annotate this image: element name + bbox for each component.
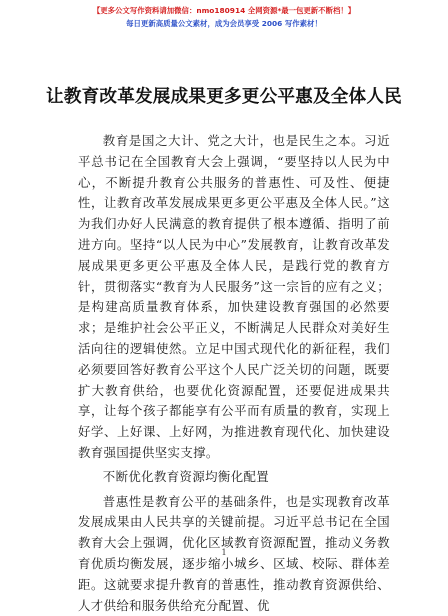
document-title: 让教育改革发展成果更多更公平惠及全体人民 [46, 87, 402, 107]
body-paragraph: 教育是国之大计、党之大计，也是民生之本。习近平总书记在全国教育大会上强调，“要坚持以人民为中心，不断提升教育公共服务的普惠性、可及性、便捷性，让教育改革发展成果更多更公平惠及全体人民。”这为我们办好人民满意的教育提供了根本遵循、指明了前进方向。坚持“以人民为中心”发展教育，让教育改革发展成果更多更公平惠及全体人民，是践行党的教育方针，贯彻落实“教育为人民服务”这一宗旨的应有之义；是构建高质量教育体系，加快建设教育强国的必然要求；是维护社会公平正义，不断满足人民群众对美好生活向往的逻辑使然。立足中国式现代化的新征程，我们必须要回答好教育公平这个人民广泛关切的问题，既要扩大教育供给，也要优化资源配置，还要促进成果共享，让每个孩子都能享有公平而有质量的教育，实现上好学、上好课、上好网，为推进教育现代化、加快建设教育强国提供坚实支撑。 [78, 133, 390, 460]
document-body [78, 131, 390, 616]
body-paragraph: 普惠性是教育公平的基础条件，也是实现教育改革发展成果由人民共享的关键前提。习近平总书记在全国教育大会上强调，优化区域教育资源配置，推动义务教育优质均衡发展，逐步缩小城乡、区域、校际、群体差距。这就要求提升教育的普惠性，推动教育资源供给、人才供给和服务供给充分配置、优 [78, 493, 390, 613]
promo-banner [0, 4, 448, 30]
page-number: 1 [221, 548, 227, 557]
section-heading: 不断优化教育资源均衡化配置 [102, 468, 270, 484]
promo-banner-line-2: 每日更新高质量公文素材，成为会员享受 2006 写作素材！ [126, 19, 322, 28]
promo-banner-line-1: 【更多公文写作资料请加微信：nmo180914 全网资源*最一包更新不断档！】 [92, 6, 356, 15]
